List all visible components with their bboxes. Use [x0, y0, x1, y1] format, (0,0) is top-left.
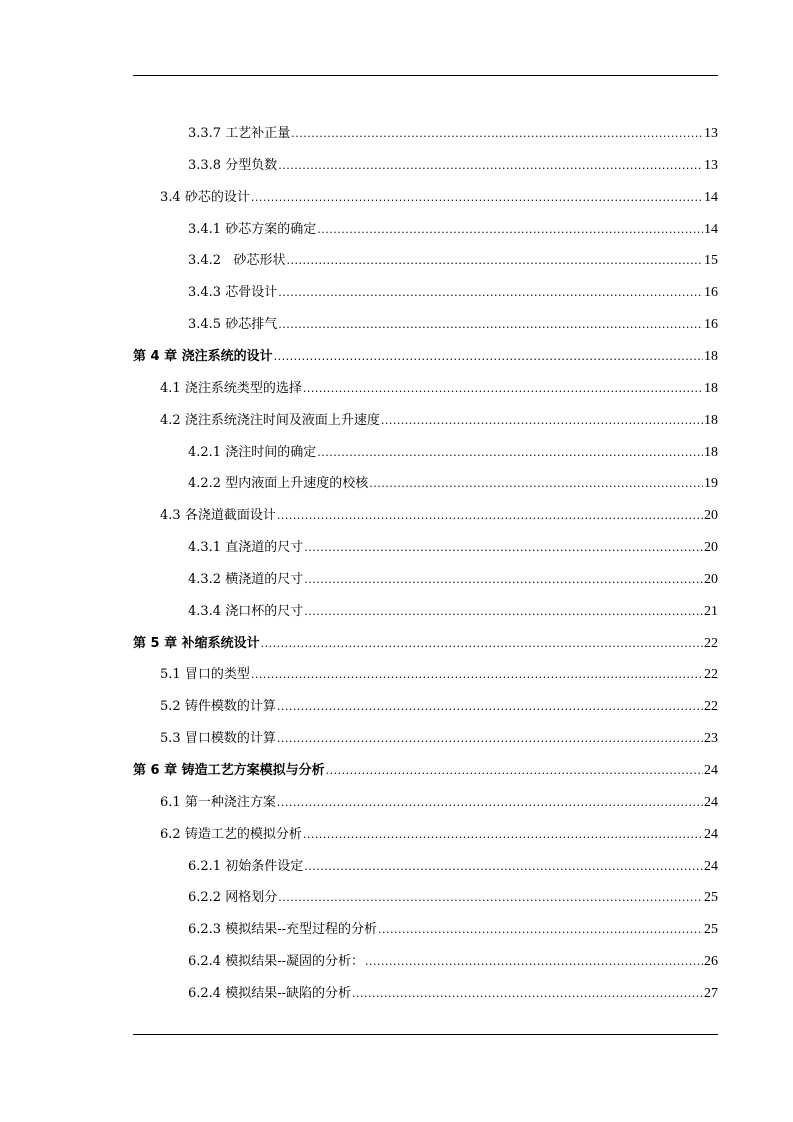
- toc-entry-page-number: 21: [704, 603, 718, 619]
- toc-entry-title: 初始条件设定: [225, 858, 304, 874]
- toc-entry-title: 分型负数: [225, 157, 278, 173]
- toc-entry-title: 第一种浇注方案: [184, 794, 276, 810]
- toc-entry-title: 型内液面上升速度的校核: [225, 476, 369, 492]
- toc-entry-number: 4.3.4: [188, 603, 226, 619]
- dot-leader: [304, 570, 703, 590]
- toc-entry-page-number: 18: [704, 444, 718, 460]
- toc-entry-number: 6.2.1: [188, 858, 226, 874]
- dot-leader: [365, 952, 703, 972]
- toc-entry-number: 4.2: [160, 412, 185, 428]
- toc-entry-title: 网格划分: [225, 890, 278, 906]
- toc-entry-page-number: 22: [704, 699, 718, 715]
- dot-leader: [277, 697, 703, 717]
- toc-entry-title: 铸造工艺的模拟分析: [184, 826, 302, 842]
- toc-entry[interactable]: [188, 315, 718, 335]
- toc-entry-title: 浇注系统浇注时间及液面上升速度: [184, 412, 380, 428]
- toc-entry-page-number: 24: [704, 794, 718, 810]
- toc-entry-number: 4.3.2: [188, 571, 226, 587]
- header-rule: [133, 75, 718, 76]
- dot-leader: [304, 602, 703, 622]
- toc-entry[interactable]: [188, 888, 718, 908]
- dot-leader: [303, 825, 703, 845]
- toc-entry-number: 6.2.4: [188, 985, 226, 1001]
- dot-leader: [278, 888, 703, 908]
- toc-entry-page-number: 20: [704, 508, 718, 524]
- dot-leader: [317, 220, 703, 240]
- footer-rule: [133, 1034, 718, 1035]
- toc-entry[interactable]: [188, 474, 718, 494]
- dot-leader: [326, 761, 703, 781]
- toc-entry[interactable]: [188, 920, 718, 940]
- toc-entry-title: 砂芯方案的确定: [225, 221, 317, 237]
- toc-entry[interactable]: [160, 697, 718, 717]
- toc-entry-title: 直浇道的尺寸: [225, 540, 304, 556]
- toc-entry-number: 4.2.2: [188, 476, 226, 492]
- toc-entry-number: 6.1: [160, 794, 185, 810]
- toc-entry[interactable]: [188, 952, 718, 972]
- dot-leader: [278, 315, 703, 335]
- toc-entry-number: 3.4.3: [188, 285, 226, 301]
- toc-entry[interactable]: [188, 251, 718, 271]
- toc-entry-page-number: 18: [704, 412, 718, 428]
- toc-entry-title: 模拟结果--缺陷的分析: [225, 985, 352, 1001]
- dot-leader: [277, 506, 703, 526]
- toc-entry-title: 冒口的类型: [184, 667, 250, 683]
- toc-entry-title: 浇注系统类型的选择: [184, 380, 302, 396]
- toc-entry-number: 5.2: [160, 699, 185, 715]
- toc-entry[interactable]: [160, 729, 718, 749]
- dot-leader: [277, 793, 703, 813]
- toc-entry[interactable]: [160, 379, 718, 399]
- dot-leader: [278, 156, 703, 176]
- toc-entry-number: 3.4.2: [188, 253, 226, 269]
- toc-entry-number: 4.2.1: [188, 444, 226, 460]
- toc-entry-page-number: 20: [704, 540, 718, 556]
- toc-entry-page-number: 18: [704, 380, 718, 396]
- toc-entry-number: 4.3.1: [188, 540, 226, 556]
- toc-entry-number: 第 6 章: [133, 763, 182, 778]
- toc-entry-page-number: 14: [704, 189, 718, 205]
- dot-leader: [352, 984, 703, 1004]
- toc-entry[interactable]: [133, 347, 718, 367]
- dot-leader: [378, 920, 703, 940]
- toc-entry-number: 4.3: [160, 508, 185, 524]
- dot-leader: [261, 634, 703, 654]
- toc-entry[interactable]: [188, 283, 718, 303]
- toc-entry[interactable]: [160, 411, 718, 431]
- toc-entry[interactable]: [188, 156, 718, 176]
- dot-leader: [317, 443, 703, 463]
- toc-entry-page-number: 16: [704, 317, 718, 333]
- toc-entry-title: 冒口模数的计算: [184, 731, 276, 747]
- toc-entry-page-number: 23: [704, 731, 718, 747]
- toc-entry-number: 6.2.2: [188, 890, 226, 906]
- toc-entry-number: 5.3: [160, 731, 185, 747]
- toc-entry-page-number: 16: [704, 285, 718, 301]
- toc-entry-title: 模拟结果--充型过程的分析: [225, 922, 378, 938]
- toc-entry-number: 3.4: [160, 189, 185, 205]
- toc-entry[interactable]: [188, 857, 718, 877]
- toc-entry-title: 浇注时间的确定: [225, 444, 317, 460]
- toc-entry[interactable]: [188, 220, 718, 240]
- toc-entry-title: 铸造工艺方案模拟与分析: [181, 763, 325, 778]
- toc-entry-page-number: 19: [704, 476, 718, 492]
- toc-entry-page-number: 25: [704, 890, 718, 906]
- dot-leader: [304, 857, 703, 877]
- toc-entry-page-number: 13: [704, 157, 718, 173]
- toc-entry-page-number: 25: [704, 922, 718, 938]
- toc-entry-number: 3.4.5: [188, 317, 226, 333]
- toc-entry[interactable]: [160, 825, 718, 845]
- toc-entry-title: 浇注系统的设计: [181, 348, 273, 364]
- dot-leader: [381, 411, 703, 431]
- toc-entry-number: 第 4 章: [133, 348, 182, 364]
- toc-entry-title: 补缩系统设计: [181, 635, 260, 651]
- dot-leader: [274, 347, 703, 367]
- toc-entry-page-number: 24: [704, 826, 718, 842]
- toc-entry-page-number: 22: [704, 667, 718, 683]
- toc-entry-number: 5.1: [160, 667, 185, 683]
- toc-entry[interactable]: [188, 124, 718, 144]
- toc-entry-number: 第 5 章: [133, 635, 182, 651]
- toc-entry-title: 各浇道截面设计: [184, 508, 276, 524]
- toc-entry-page-number: 24: [704, 858, 718, 874]
- toc-entry-number: 3.4.1: [188, 221, 226, 237]
- toc-entry[interactable]: [160, 665, 718, 685]
- toc-entry-title: 工艺补正量: [225, 126, 291, 141]
- toc-entry-title: 芯骨设计: [225, 285, 278, 301]
- toc-entry[interactable]: [160, 793, 718, 813]
- dot-leader: [303, 379, 703, 399]
- toc-entry[interactable]: [133, 761, 718, 781]
- dot-leader: [277, 729, 703, 749]
- toc-entry[interactable]: [188, 602, 718, 622]
- toc-entry-title: 砂芯排气: [225, 317, 278, 333]
- toc-entry-page-number: 26: [704, 954, 718, 970]
- toc-entry-number: 6.2.4: [188, 954, 226, 970]
- toc-entry[interactable]: [188, 570, 718, 590]
- dot-leader: [304, 538, 703, 558]
- toc-entry-number: 6.2: [160, 826, 185, 842]
- toc-entry-title: 模拟结果--凝固的分析：: [225, 954, 365, 970]
- toc-entry[interactable]: [188, 984, 718, 1004]
- toc-entry-number: 3.3.7: [188, 126, 226, 141]
- toc-entry-page-number: 14: [704, 221, 718, 237]
- toc-entry-title: 砂芯形状: [225, 253, 286, 269]
- dot-leader: [286, 251, 703, 271]
- toc-entry-page-number: 15: [704, 253, 718, 269]
- toc-entry[interactable]: [160, 506, 718, 526]
- dot-leader: [369, 474, 703, 494]
- toc-entry-page-number: 24: [704, 763, 718, 778]
- toc-entry-page-number: 27: [704, 985, 718, 1001]
- toc-entry-title: 砂芯的设计: [184, 189, 250, 205]
- toc-entry-title: 横浇道的尺寸: [225, 571, 304, 587]
- dot-leader: [251, 188, 703, 208]
- toc-entry-title: 铸件模数的计算: [184, 699, 276, 715]
- dot-leader: [278, 283, 703, 303]
- toc-entry-page-number: 22: [704, 635, 718, 651]
- toc-entry[interactable]: [188, 443, 718, 463]
- toc-entry-number: 3.3.8: [188, 157, 226, 173]
- toc-entry-number: 6.2.3: [188, 922, 226, 938]
- toc-entry-page-number: 20: [704, 571, 718, 587]
- toc-entry-title: 浇口杯的尺寸: [225, 603, 304, 619]
- toc-entry[interactable]: [188, 538, 718, 558]
- toc-entry[interactable]: [133, 634, 718, 654]
- toc-entry-page-number: 18: [704, 348, 718, 364]
- dot-leader: [251, 665, 703, 685]
- toc-entry[interactable]: [160, 188, 718, 208]
- toc-entry-number: 4.1: [160, 380, 185, 396]
- dot-leader: [291, 124, 703, 144]
- toc-entry-page-number: 13: [704, 126, 718, 141]
